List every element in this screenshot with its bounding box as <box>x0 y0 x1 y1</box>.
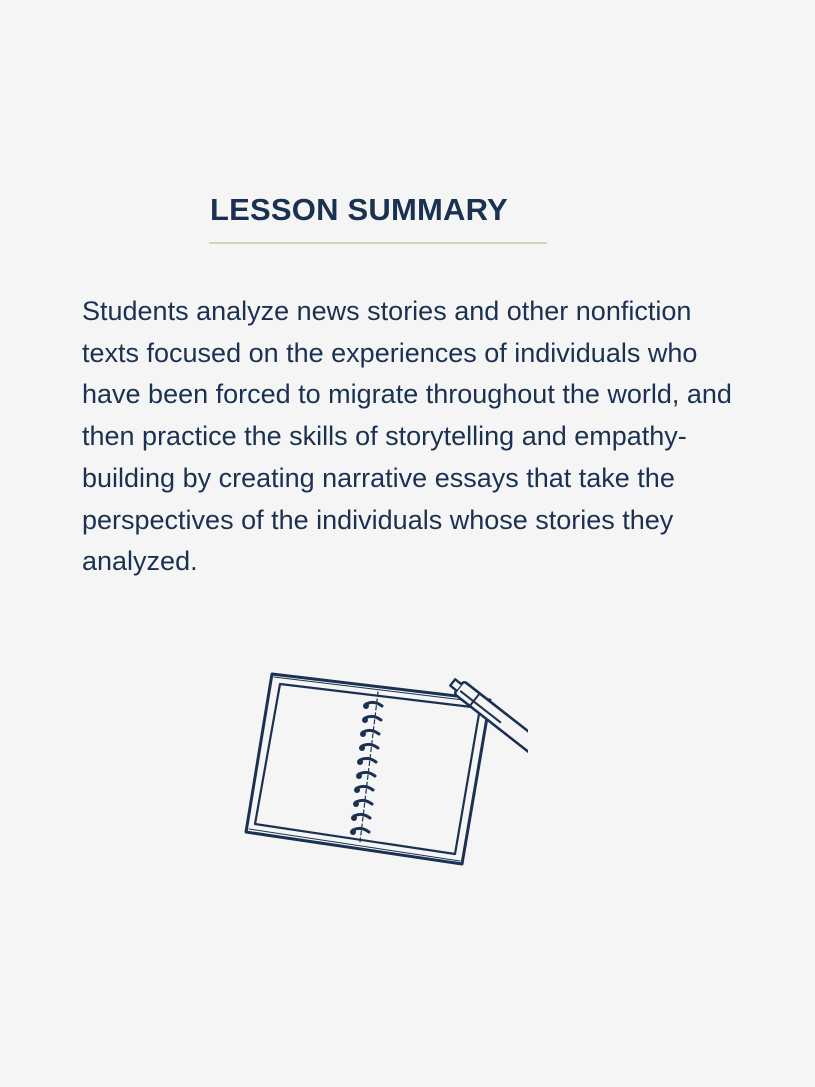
lesson-summary-heading: LESSON SUMMARY <box>210 192 508 227</box>
heading-underline <box>209 242 547 244</box>
notebook-and-pen-icon <box>238 652 528 874</box>
lesson-summary-text: Students analyze news stories and other nonfiction texts focused on the experiences of individuals who have been forced to migrate throughout the world, and then practice the skills of storytelling and empathy-building by creating narrative essays that take the perspectives of the individuals whose stories they analyzed. <box>82 296 732 577</box>
